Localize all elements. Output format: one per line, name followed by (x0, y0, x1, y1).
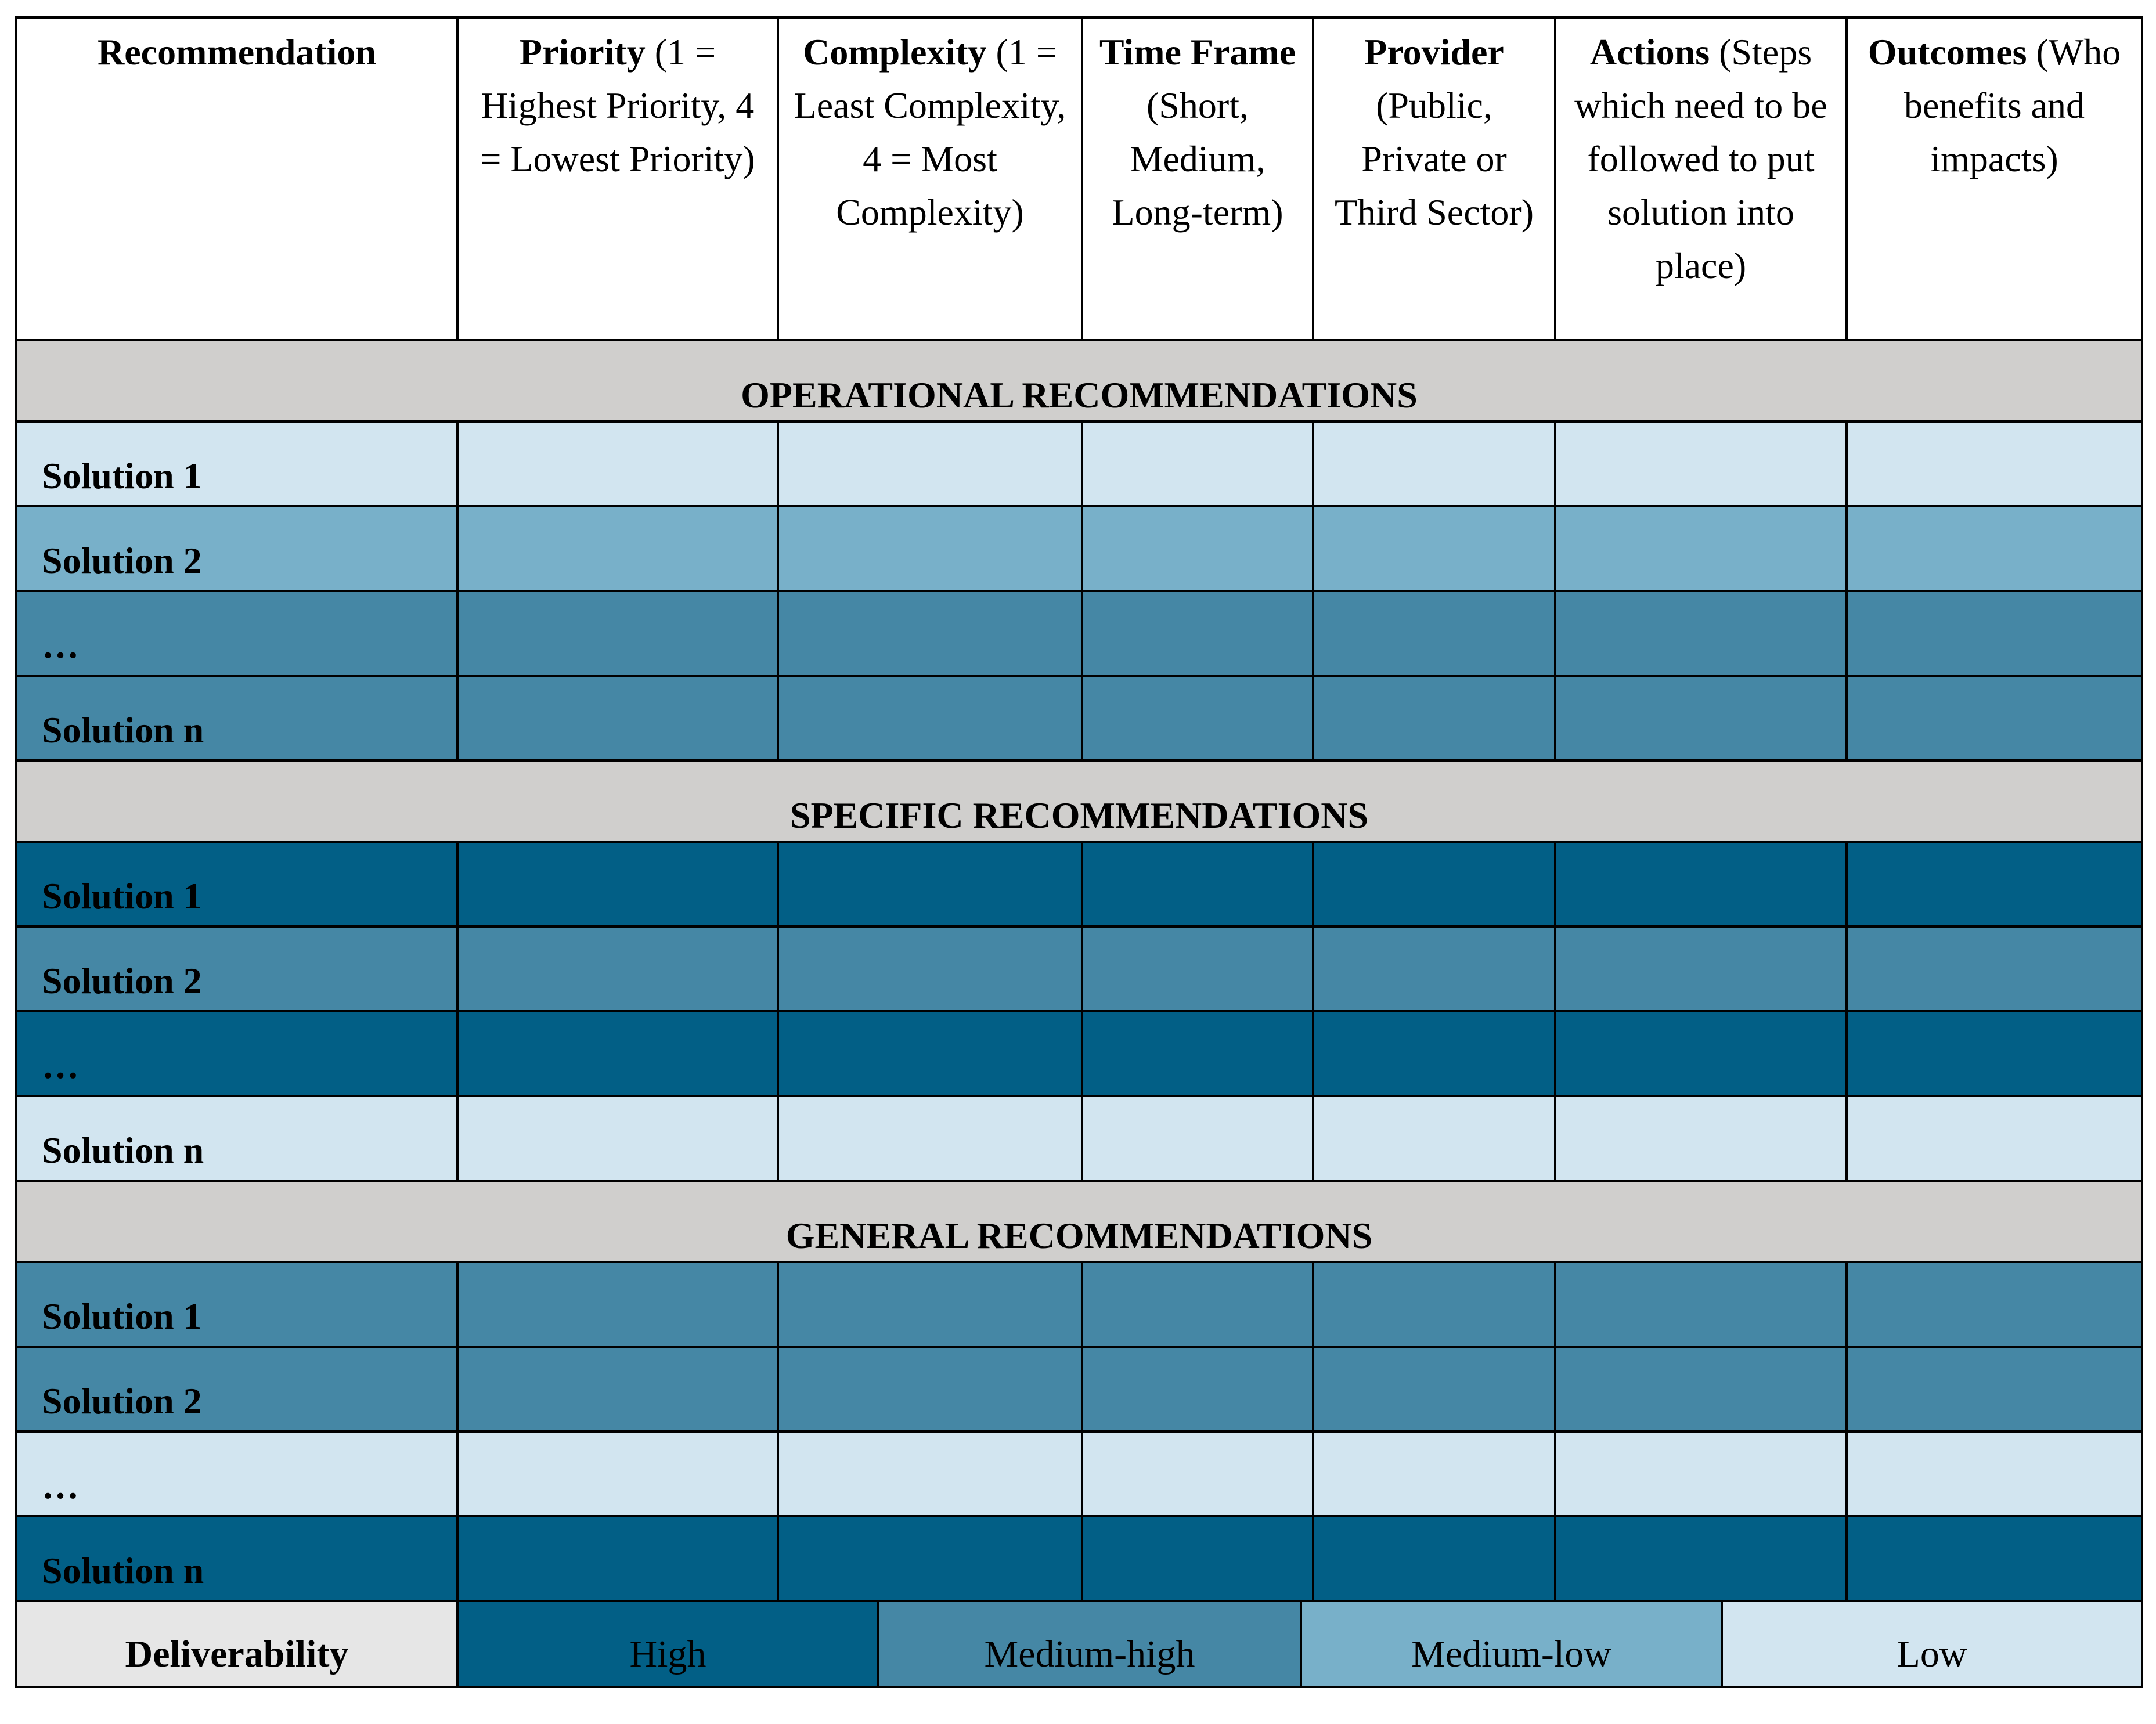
table-cell (1555, 1431, 1847, 1516)
table-row (16, 1516, 2142, 1601)
column-header-title: Actions (1589, 31, 1710, 73)
table-cell (1847, 1431, 2142, 1516)
table-row (16, 1347, 2142, 1431)
solution-label: … (16, 591, 457, 676)
solution-label: Solution 1 (16, 421, 457, 506)
table-cell (1313, 842, 1555, 926)
column-header-title: Provider (1364, 31, 1504, 73)
table-cell (1847, 1262, 2142, 1347)
table-cell (1313, 1011, 1555, 1096)
table-cell (1313, 1431, 1555, 1516)
table-cell (1313, 506, 1555, 591)
column-header-description: (Steps which need to be followed to put solution into place) (1574, 31, 1827, 286)
table-cell (1313, 926, 1555, 1011)
table-cell (1313, 1096, 1555, 1181)
table-cell (778, 1096, 1082, 1181)
table-cell (1313, 591, 1555, 676)
section-header-row (16, 1181, 2142, 1262)
table-row (16, 591, 2142, 676)
column-header (778, 17, 1082, 340)
table-cell (1555, 926, 1847, 1011)
table-cell (1847, 842, 2142, 926)
legend-swatch: Medium-high (878, 1601, 1301, 1687)
table-cell (1313, 1516, 1555, 1601)
column-header-description: (1 = Highest Priority, 4 = Lowest Priority) (480, 31, 755, 179)
solution-label: Solution 2 (16, 1347, 457, 1431)
table-cell (1082, 1262, 1313, 1347)
table-cell (1082, 842, 1313, 926)
table-cell (1313, 1347, 1555, 1431)
table-cell (1847, 926, 2142, 1011)
section-title: OPERATIONAL RECOMMENDATIONS (16, 340, 2142, 421)
solution-label: Solution 2 (16, 506, 457, 591)
table-cell (778, 506, 1082, 591)
table-row (16, 1431, 2142, 1516)
section-title: GENERAL RECOMMENDATIONS (16, 1181, 2142, 1262)
solution-label: Solution 1 (16, 1262, 457, 1347)
table-row (16, 1096, 2142, 1181)
table-row (16, 506, 2142, 591)
table-cell (457, 842, 778, 926)
table-cell (457, 1262, 778, 1347)
table-cell (457, 1431, 778, 1516)
table-cell (457, 506, 778, 591)
table-row (16, 676, 2142, 760)
header-row (16, 17, 2142, 340)
table-cell (1847, 676, 2142, 760)
table-row (16, 1011, 2142, 1096)
solution-label: Solution n (16, 676, 457, 760)
column-header (1082, 17, 1313, 340)
table-cell (1555, 1262, 1847, 1347)
table-cell (1082, 506, 1313, 591)
table-cell (1082, 1096, 1313, 1181)
table-row (16, 421, 2142, 506)
document-table-wrapper (15, 16, 2141, 1688)
table-cell (778, 926, 1082, 1011)
table-cell (1847, 1516, 2142, 1601)
table-cell (457, 1347, 778, 1431)
solution-label: … (16, 1431, 457, 1516)
column-header-description: (1 = Least Complexity, 4 = Most Complexity) (794, 31, 1066, 233)
table-cell (778, 591, 1082, 676)
table-cell (1313, 1262, 1555, 1347)
table-row (16, 926, 2142, 1011)
table-cell (1082, 926, 1313, 1011)
table-cell (457, 421, 778, 506)
column-header (1555, 17, 1847, 340)
solution-label: … (16, 1011, 457, 1096)
table-cell (457, 1096, 778, 1181)
table-cell (1313, 421, 1555, 506)
table-cell (1847, 1011, 2142, 1096)
column-header (16, 17, 457, 340)
table-cell (1082, 421, 1313, 506)
solution-label: Solution n (16, 1096, 457, 1181)
table-cell (1555, 591, 1847, 676)
table-cell (1555, 676, 1847, 760)
column-header-description: (Short, Medium, Long-term) (1112, 85, 1283, 233)
column-header (1313, 17, 1555, 340)
solution-label: Solution n (16, 1516, 457, 1601)
table-cell (1313, 676, 1555, 760)
table-cell (778, 1516, 1082, 1601)
table-cell (457, 591, 778, 676)
table-cell (457, 1011, 778, 1096)
deliverability-legend (15, 1600, 2143, 1688)
table-cell (1082, 1431, 1313, 1516)
table-cell (457, 676, 778, 760)
table-cell (457, 926, 778, 1011)
section-header-row (16, 760, 2142, 842)
table-cell (1555, 1096, 1847, 1181)
table-cell (778, 421, 1082, 506)
legend-swatch: Medium-low (1301, 1601, 1722, 1687)
table-cell (1555, 1516, 1847, 1601)
section-title: SPECIFIC RECOMMENDATIONS (16, 760, 2142, 842)
table-cell (778, 676, 1082, 760)
legend-row (16, 1601, 2142, 1687)
column-header-description: (Public, Private or Third Sector) (1335, 85, 1534, 233)
column-header-title: Priority (519, 31, 646, 73)
table-cell (778, 842, 1082, 926)
column-header-title: Complexity (803, 31, 987, 73)
solution-label: Solution 2 (16, 926, 457, 1011)
column-header-title: Outcomes (1867, 31, 2027, 73)
table-cell (1555, 421, 1847, 506)
table-cell (1847, 506, 2142, 591)
column-header-title: Time Frame (1099, 31, 1296, 73)
solution-label: Solution 1 (16, 842, 457, 926)
legend-label: Deliverability (16, 1601, 457, 1687)
table-row (16, 842, 2142, 926)
table-cell (778, 1262, 1082, 1347)
table-cell (1082, 1347, 1313, 1431)
table-cell (457, 1516, 778, 1601)
section-header-row (16, 340, 2142, 421)
table-cell (1555, 1011, 1847, 1096)
column-header-description: (Who benefits and impacts) (1904, 31, 2121, 179)
table-cell (1847, 591, 2142, 676)
recommendations-table (15, 16, 2143, 1602)
legend-swatch: Low (1722, 1601, 2142, 1687)
column-header (457, 17, 778, 340)
table-cell (1082, 591, 1313, 676)
table-cell (1555, 842, 1847, 926)
table-cell (1847, 1347, 2142, 1431)
legend-swatch: High (457, 1601, 878, 1687)
column-header-title: Recommendation (98, 31, 376, 73)
table-cell (778, 1431, 1082, 1516)
column-header (1847, 17, 2142, 340)
table-cell (1082, 1516, 1313, 1601)
table-cell (1082, 1011, 1313, 1096)
table-cell (1555, 1347, 1847, 1431)
table-cell (1082, 676, 1313, 760)
table-cell (1555, 506, 1847, 591)
table-cell (1847, 1096, 2142, 1181)
table-cell (778, 1347, 1082, 1431)
table-cell (1847, 421, 2142, 506)
table-row (16, 1262, 2142, 1347)
table-cell (778, 1011, 1082, 1096)
